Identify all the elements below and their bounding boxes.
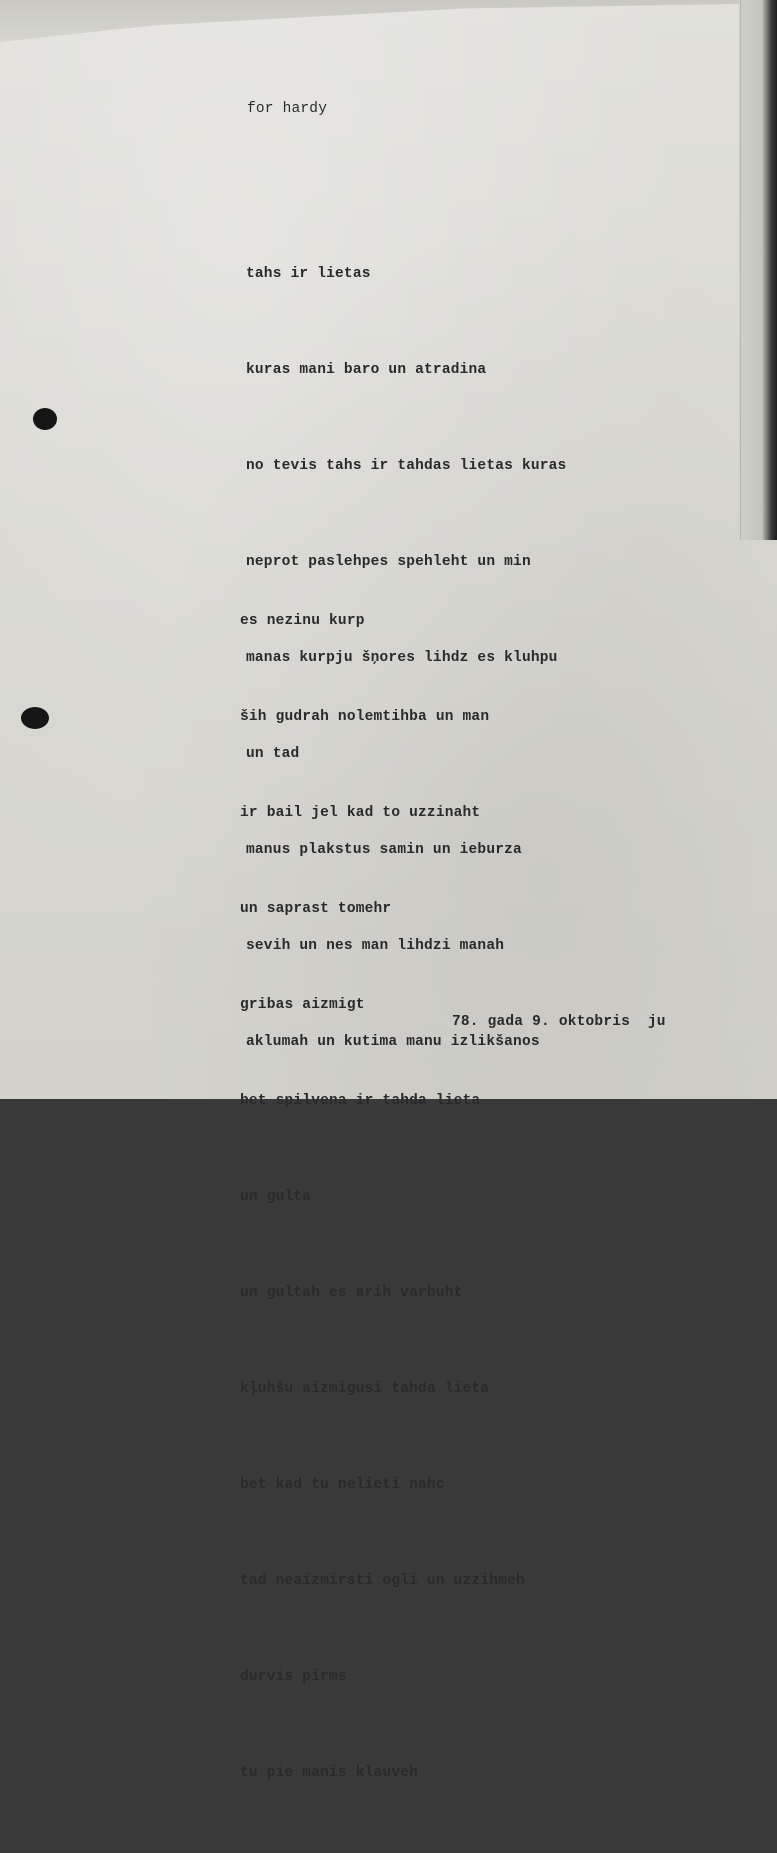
- poem-line: ir bail jel kad to uzzinaht: [240, 805, 481, 821]
- poem-line: un tad: [246, 746, 300, 762]
- poem-line: sevih un nes man lihdzi manah: [246, 938, 505, 954]
- poem-line: no tevis tahs ir tahdas lietas kuras: [246, 458, 567, 474]
- poem-line: bet kad tu nelieti nahc: [240, 1477, 445, 1493]
- poem-line: manas kurpju šņores lihdz es kluhpu: [246, 650, 558, 666]
- date-signature: 78. gada 9. oktobris ju: [452, 1014, 666, 1030]
- poem-line: kuras mani baro un atradina: [246, 362, 487, 378]
- stanza-2: [240, 541, 525, 1853]
- poem-line: durvis pirms: [240, 1669, 347, 1685]
- poem-line: tahs ir lietas: [246, 266, 371, 282]
- poem-line: un gultah es arih varbuht: [240, 1285, 463, 1301]
- page-fold: [0, 0, 777, 42]
- poem-line: bet spilvena ir tahda lieta: [240, 1093, 481, 1109]
- poem-line: es nezinu kurp: [240, 613, 365, 629]
- poem-dedication: for hardy: [247, 101, 328, 117]
- poem-line: gribas aizmigt: [240, 997, 365, 1013]
- poem-line: un gulta: [240, 1189, 312, 1205]
- poem-line: aklumah un kutima manu izlikšanos: [246, 1034, 540, 1050]
- poem-line: un saprast tomehr: [240, 901, 392, 917]
- poem-line: neprot paslehpes spehleht un min: [246, 554, 531, 570]
- page-edge-line: [740, 0, 741, 540]
- page-edge-strip: [739, 0, 777, 540]
- poem-line: ših gudrah nolemtihba un man: [240, 709, 490, 725]
- poem-line: kļuhšu aizmigusi tahda lieta: [240, 1381, 490, 1397]
- poem-line: tu pie manis klauveh: [240, 1765, 419, 1781]
- poem-line: tad neaizmirsti ogli un uzzihmeh: [240, 1573, 525, 1589]
- punch-hole-icon: [21, 707, 49, 729]
- punch-hole-icon: [33, 408, 57, 430]
- poem-line: manus plakstus samin un ieburza: [246, 842, 522, 858]
